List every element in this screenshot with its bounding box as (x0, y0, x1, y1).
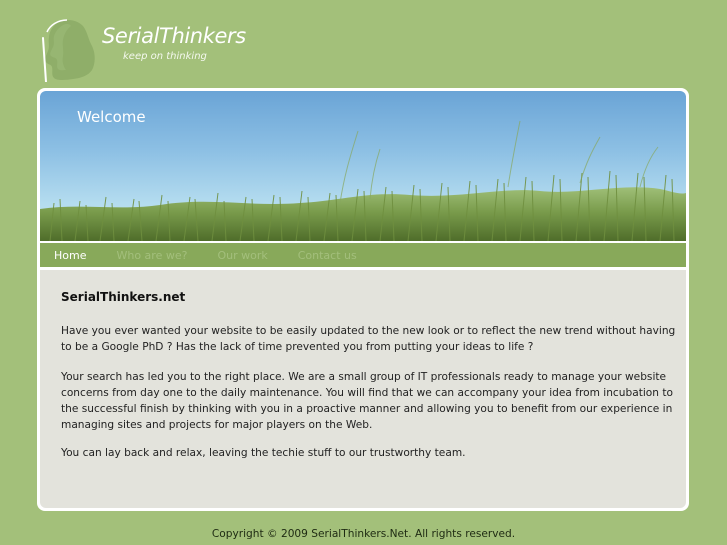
nav-item-who-are-we[interactable]: Who are we? (116, 248, 188, 262)
site-tagline: keep on thinking (123, 51, 207, 62)
thinker-head-icon (40, 18, 100, 82)
site-title: SerialThinkers (102, 24, 246, 48)
welcome-banner (40, 91, 686, 241)
nav-item-our-work[interactable]: Our work (217, 248, 268, 262)
main-panel (37, 88, 689, 511)
main-navigation (40, 243, 686, 267)
intro-paragraph: Have you ever wanted your website to be easily updated to the new look or to reflect the new trend without having to be a Google PhD ? Has the lack of time prevented you from putting your ideas to life ? (61, 325, 676, 353)
content-area (40, 270, 686, 508)
content-title: SerialThinkers.net (61, 290, 186, 304)
closing-paragraph: You can lay back and relax, leaving the techie stuff to our trustworthy team. (61, 447, 466, 459)
banner-title: Welcome (77, 108, 146, 126)
nav-item-contact-us[interactable]: Contact us (297, 248, 357, 262)
footer-copyright: Copyright © 2009 SerialThinkers.Net. All rights reserved. (211, 528, 516, 540)
services-paragraph: Your search has led you to the right place. We are a small group of IT professionals ready to manage your website concerns from day one to the daily maintenance. You will find that we can accompany your idea from incubation to the successful finish by thinking with you in a proactive manner and allowing you to benefit from our experience in managing sites and projects for major players on the Web. (61, 371, 673, 431)
nav-item-home[interactable]: Home (54, 248, 87, 262)
site-logo[interactable] (40, 18, 270, 82)
